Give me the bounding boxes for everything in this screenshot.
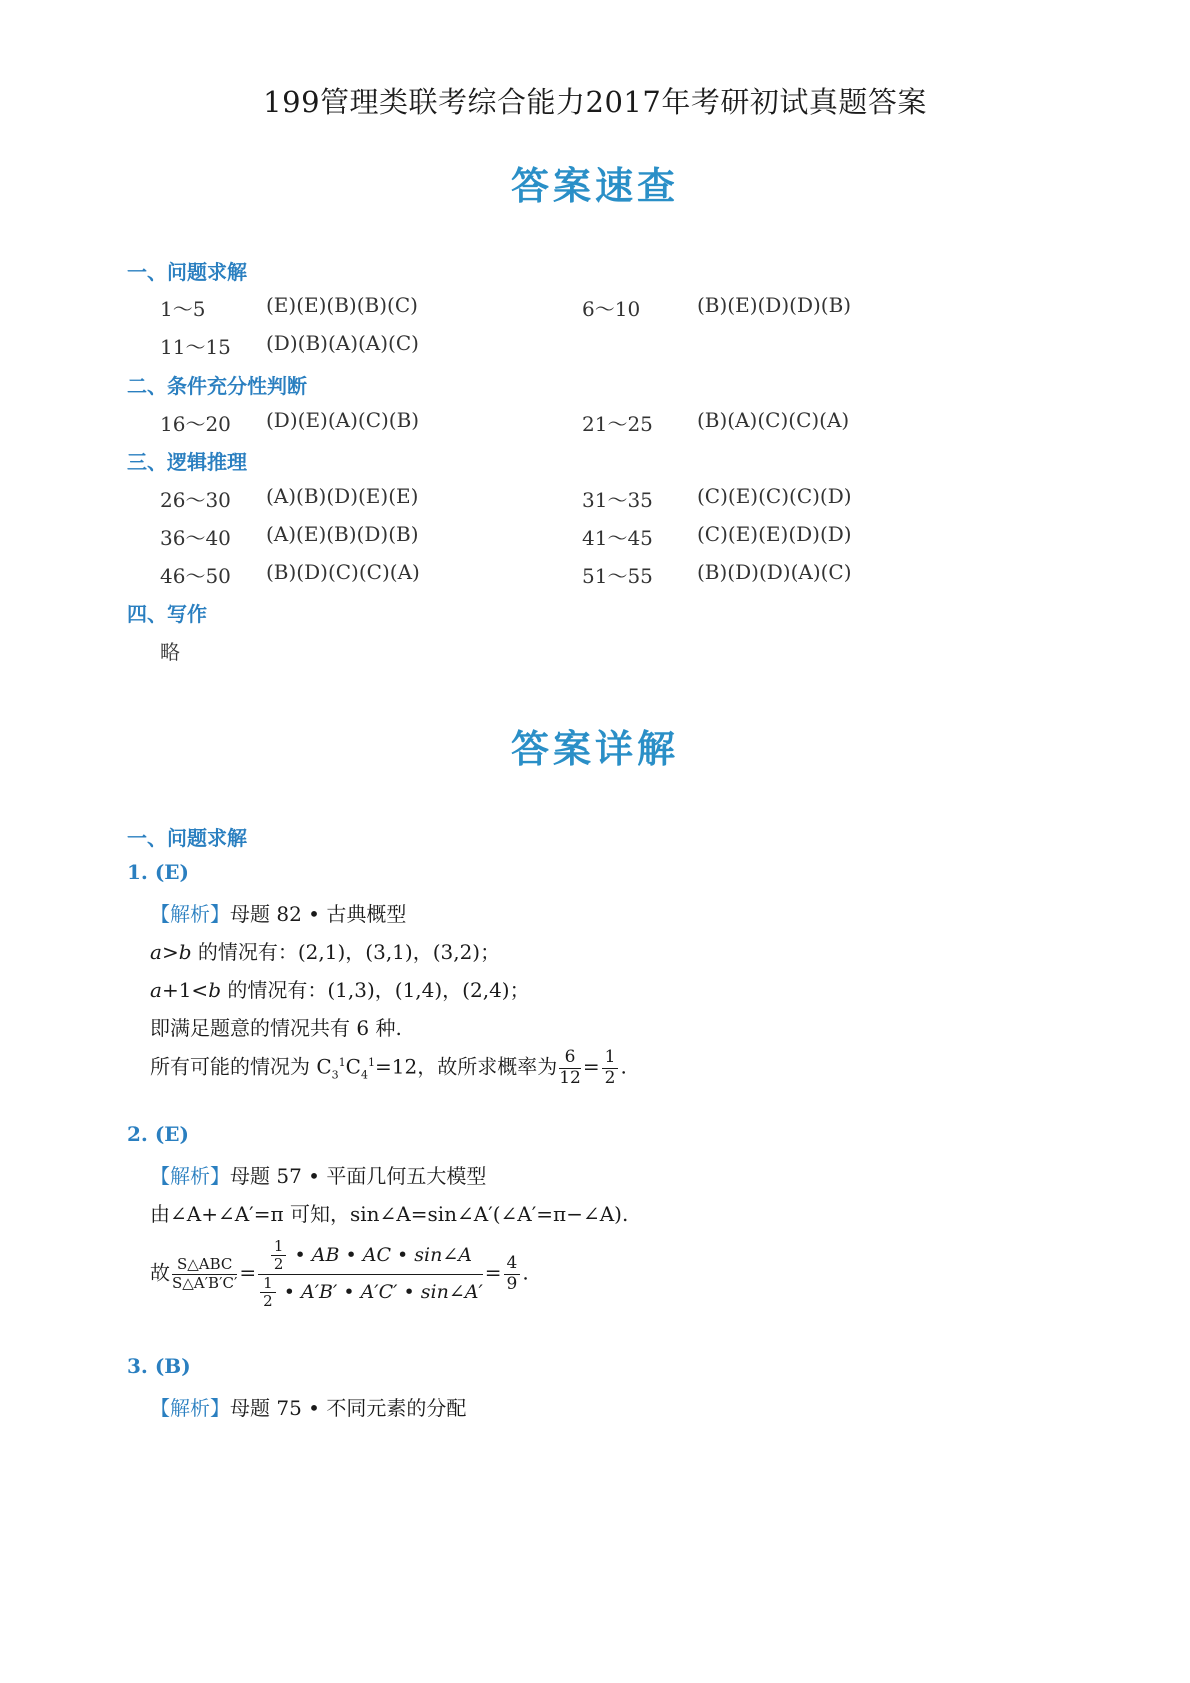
question-3-label: 3. (B) [127, 1354, 191, 1378]
answer-values: (B)(D)(D)(A)(C) [697, 560, 852, 584]
answer-range: 36～40 [160, 526, 231, 550]
period: . [522, 1260, 529, 1285]
operator: +1< [161, 978, 209, 1002]
answer-range: 16～20 [160, 412, 231, 436]
question-1-line-4 [150, 1048, 627, 1088]
numerator [258, 1238, 483, 1275]
document-title: 199管理类联考综合能力2017年考研初试真题答案 [263, 85, 927, 119]
answer-range: 1～5 [160, 297, 206, 321]
denominator: 2 [604, 1067, 616, 1088]
result-fraction [504, 1254, 521, 1294]
source-text: 母题 75 • 不同元素的分配 [230, 1396, 467, 1420]
equals-sign: = [239, 1260, 257, 1285]
question-3-source [150, 1392, 466, 1421]
section-problem-solving: 一、问题求解 [127, 260, 247, 284]
denominator: 2 [273, 1255, 284, 1274]
answer-range: 21～25 [582, 412, 653, 436]
answer-values: (E)(E)(B)(B)(C) [266, 293, 418, 317]
denominator-expression: • A′B′ • A′C′ • sin∠A′ [283, 1280, 483, 1303]
half-fraction [271, 1238, 287, 1274]
question-1-line-3: 即满足题意的情况共有 6 种. [150, 1016, 402, 1040]
var-a: a [150, 940, 162, 964]
fraction [559, 1048, 581, 1088]
combination-superscript: 1 [338, 1055, 346, 1069]
var-b: b [208, 978, 221, 1002]
answer-values: (A)(B)(D)(E)(E) [266, 484, 419, 508]
answer-range: 26～30 [160, 488, 231, 512]
answer-range: 51～55 [582, 564, 653, 588]
numerator-expression: • AB • AC • sin∠A [294, 1243, 472, 1266]
answer-values: (A)(E)(B)(D)(B) [266, 522, 419, 546]
answer-range: 11～15 [160, 335, 231, 359]
equals-sign: = [582, 1054, 600, 1079]
numerator: 4 [504, 1254, 521, 1275]
denominator: 9 [506, 1273, 518, 1294]
analysis-tag: 【解析】 [150, 1164, 230, 1188]
analysis-tag: 【解析】 [150, 902, 230, 926]
line-text: 所有可能的情况为 C [150, 1054, 332, 1079]
answer-values: (C)(E)(E)(D)(D) [697, 522, 852, 546]
source-text: 母题 57 • 平面几何五大模型 [230, 1164, 487, 1188]
question-1-line-2 [150, 974, 530, 1003]
numerator: 1 [271, 1238, 287, 1256]
var-a: a [150, 978, 162, 1002]
line-text: 的情况有：(1,3)，(1,4)，(2,4)； [227, 978, 530, 1002]
question-1-line-1 [150, 936, 500, 965]
question-1-source [150, 898, 406, 927]
answer-range: 31～35 [582, 488, 653, 512]
detailed-answers-heading: 答案详解 [510, 727, 679, 771]
area-ratio-fraction [172, 1256, 237, 1292]
var-b: b [178, 940, 192, 964]
fraction [602, 1048, 619, 1088]
answer-range: 46～50 [160, 564, 231, 588]
answer-values: (D)(B)(A)(A)(C) [266, 331, 419, 355]
answer-values: (D)(E)(A)(C)(B) [266, 408, 420, 432]
analysis-tag: 【解析】 [150, 1396, 230, 1420]
section-logic: 三、逻辑推理 [127, 450, 247, 474]
equals-sign: = [484, 1260, 502, 1285]
line-text: 故 [150, 1260, 170, 1285]
section-sufficiency: 二、条件充分性判断 [127, 374, 307, 398]
answer-values: (B)(A)(C)(C)(A) [697, 408, 850, 432]
line-text: =12，故所求概率为 [374, 1054, 558, 1079]
question-2-source [150, 1160, 486, 1189]
numerator: 1 [602, 1048, 619, 1069]
period: . [620, 1054, 627, 1079]
question-1-label: 1. (E) [127, 860, 190, 884]
sine-area-fraction [258, 1238, 483, 1310]
answer-range: 41～45 [582, 526, 653, 550]
answer-values: (B)(D)(C)(C)(A) [266, 560, 420, 584]
section-writing: 四、写作 [127, 602, 207, 626]
denominator: S△A′B′C′ [172, 1273, 238, 1292]
numerator: 6 [559, 1048, 581, 1069]
half-fraction [260, 1275, 276, 1311]
combination-superscript: 1 [367, 1055, 375, 1069]
line-text: 的情况有：(2,1)，(3,1)，(3,2)； [197, 940, 501, 964]
numerator: 1 [260, 1275, 276, 1293]
numerator: S△ABC [172, 1256, 237, 1274]
denominator [258, 1275, 483, 1311]
question-2-formula [150, 1238, 529, 1310]
answer-values: (B)(E)(D)(D)(B) [697, 293, 852, 317]
quick-answers-heading: 答案速查 [510, 164, 679, 208]
combination-subscript: 3 [331, 1068, 339, 1082]
denominator: 12 [559, 1067, 581, 1088]
detail-section-problem-solving: 一、问题求解 [127, 826, 247, 850]
combination-symbol: C [345, 1054, 361, 1079]
question-2-label: 2. (E) [127, 1122, 190, 1146]
answer-values: (C)(E)(C)(C)(D) [697, 484, 852, 508]
combination-subscript: 4 [360, 1068, 368, 1082]
writing-note: 略 [160, 640, 180, 664]
denominator: 2 [263, 1291, 273, 1310]
answer-range: 6～10 [582, 297, 641, 321]
question-2-line-1: 由∠A+∠A′=π 可知，sin∠A=sin∠A′(∠A′=π−∠A). [150, 1202, 629, 1226]
operator: > [161, 940, 179, 964]
source-text: 母题 82 • 古典概型 [230, 902, 407, 926]
